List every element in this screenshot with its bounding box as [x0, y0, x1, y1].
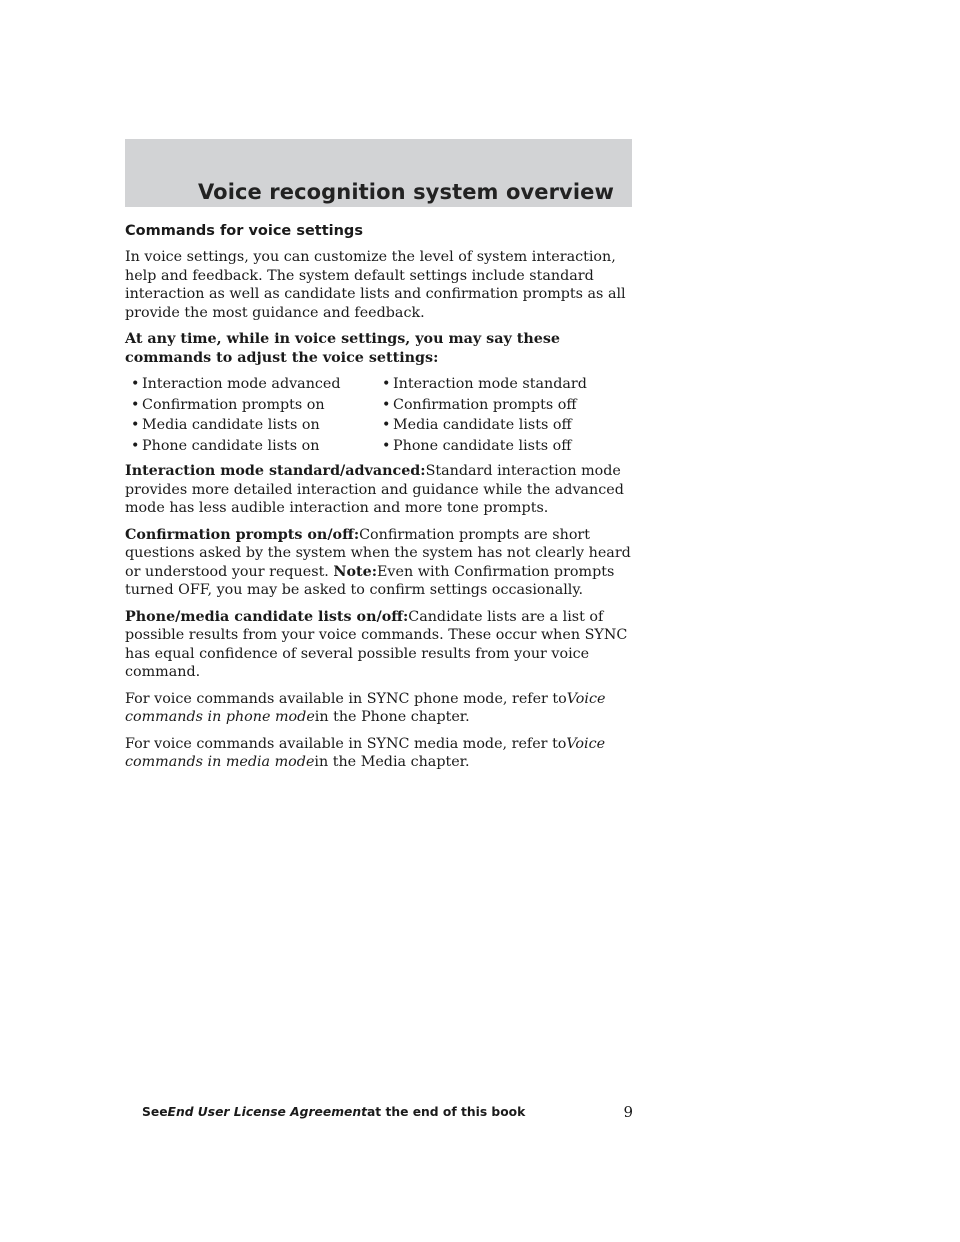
list-item: • Interaction mode advanced	[131, 376, 341, 392]
commands-list	[125, 375, 633, 455]
page-number: 9	[623, 1103, 633, 1121]
footer-agreement-title: End User License Agreement	[167, 1105, 367, 1119]
note-text: Even with Confirmation prompts turned OFF, you may be asked to confirm settings occasionally.	[125, 563, 615, 598]
list-item: • Confirmation prompts on	[131, 396, 325, 413]
bullet-icon: •	[131, 376, 140, 392]
chapter-title: Voice recognition system overview	[197, 180, 614, 204]
reference-link-media: Voice commands in media mode	[125, 735, 606, 770]
bullet-icon: •	[131, 417, 140, 433]
definition-confirmation-prompts	[125, 526, 633, 600]
list-item: • Media candidate lists on	[131, 417, 320, 433]
definition-term: Confirmation prompts on/off:	[125, 526, 360, 543]
bullet-icon: •	[131, 437, 140, 454]
intro-paragraph: In voice settings, you can customize the level of system interaction, help and feedback. The system default settings include standard interaction as well as candidate lists and confirmation prompts as all provide the most guidance and feedback.	[125, 249, 626, 321]
reference-phone-mode: For voice commands available in SYNC phone mode, refer toVoice commands in phone modein the Phone chapter.	[125, 690, 606, 725]
section-heading: Commands for voice settings	[125, 223, 363, 239]
bullet-icon: •	[131, 396, 140, 413]
definition-interaction-mode	[125, 462, 633, 518]
page-footer	[142, 1105, 633, 1119]
chapter-header-band	[125, 139, 632, 207]
list-item: • Confirmation prompts off	[382, 396, 577, 413]
definition-text: Confirmation prompts are short questions asked by the system when the system has not clearly heard or understood your request.	[125, 526, 631, 580]
reference-link-phone: Voice commands in phone mode	[125, 690, 606, 725]
definition-text: Candidate lists are a list of possible results from your voice commands. These occur when SYNC has equal confidence of several possible results from your voice command.	[125, 608, 628, 680]
list-item: • Media candidate lists off	[382, 417, 572, 433]
note-label: Note:	[333, 563, 377, 580]
footer-note: SeeEnd User License Agreementat the end of this book	[142, 1105, 526, 1119]
bullet-icon: •	[382, 376, 391, 392]
bullet-icon: •	[382, 396, 391, 413]
list-item: • Phone candidate lists off	[382, 437, 572, 454]
definition-candidate-lists	[125, 608, 633, 682]
list-item: • Phone candidate lists on	[131, 437, 320, 454]
commands-prompt: At any time, while in voice settings, you may say these commands to adjust the voice settings:	[125, 331, 560, 366]
definition-term: Interaction mode standard/advanced:	[125, 463, 426, 479]
page-content	[125, 222, 633, 780]
bullet-icon: •	[382, 437, 391, 454]
reference-media-mode: For voice commands available in SYNC media mode, refer toVoice commands in media modein the Media chapter.	[125, 735, 606, 770]
list-item: • Interaction mode standard	[382, 376, 587, 392]
definition-text: Standard interaction mode provides more detailed interaction and guidance while the advanced mode has less audible interaction and more tone prompts.	[125, 463, 624, 516]
definition-term: Phone/media candidate lists on/off:	[125, 608, 409, 625]
bullet-icon: •	[382, 417, 391, 433]
